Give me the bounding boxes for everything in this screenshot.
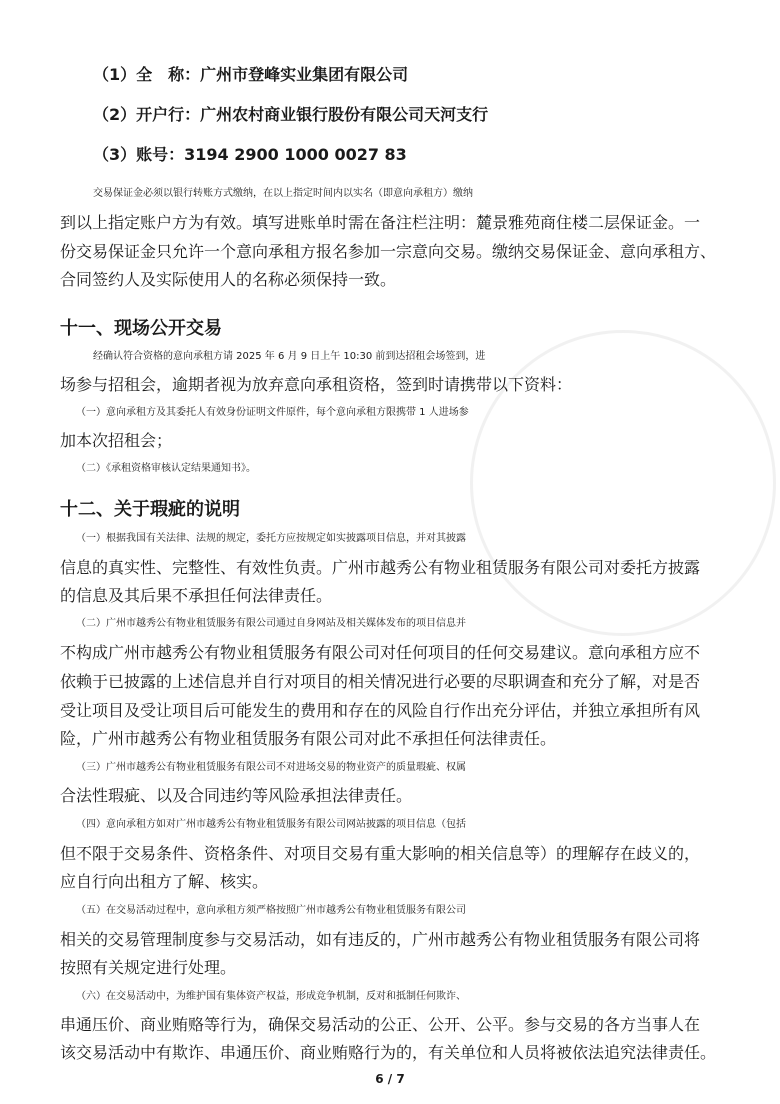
- section-11-line: （一）意向承租方及其委托人有效身份证明文件原件，每个意向承租方限携带 1 人进场参: [76, 407, 469, 418]
- section-12-line: 按照有关规定进行处理。: [60, 958, 237, 977]
- section-12-line: （三）广州市越秀公有物业租赁服务有限公司不对进场交易的物业资产的质量瑕疵、权属: [76, 762, 466, 773]
- section-12-line: （四）意向承租方如对广州市越秀公有物业租赁服务有限公司网站披露的项目信息（包括: [76, 819, 466, 830]
- page-number: 6 / 7: [375, 1072, 405, 1086]
- deposit-line: 合同签约人及实际使用人的名称必须保持一致。: [60, 270, 397, 289]
- section-12-line: （六）在交易活动中，为维护国有集体资产权益，形成竞争机制，反对和抵制任何欺诈、: [76, 991, 466, 1002]
- section-12-line: 串通压价、商业贿赂等行为，确保交易活动的公正、公开、公平。参与交易的各方当事人在: [60, 1015, 701, 1034]
- section-12-line: （一）根据我国有关法律、法规的规定，委托方应按规定如实披露项目信息，并对其披露: [76, 533, 466, 544]
- deposit-line: 份交易保证金只允许一个意向承租方报名参加一宗意向交易。缴纳交易保证金、意向承租方、: [60, 242, 717, 261]
- section-12-line: （五）在交易活动过程中，意向承租方须严格按照广州市越秀公有物业租赁服务有限公司: [76, 905, 466, 916]
- section-12-line: 依赖于已披露的上述信息并自行对项目的相关情况进行必要的尽职调查和充分了解，对是否: [60, 672, 701, 691]
- account-name-line: （1）全 称：广州市登峰实业集团有限公司: [93, 65, 409, 84]
- section-11-heading: 十一、现场公开交易: [60, 318, 222, 339]
- section-12-line: 不构成广州市越秀公有物业租赁服务有限公司对任何项目的任何交易建议。意向承租方应不: [60, 643, 701, 662]
- section-12-line: 信息的真实性、完整性、有效性负责。广州市越秀公有物业租赁服务有限公司对委托方披露: [60, 558, 701, 577]
- account-number-line: （3）账号：3194 2900 1000 0027 83: [93, 145, 407, 164]
- section-12-line: （二）广州市越秀公有物业租赁服务有限公司通过自身网站及相关媒体发布的项目信息并: [76, 618, 466, 629]
- deposit-line: 交易保证金必须以银行转账方式缴纳，在以上指定时间内以实名（即意向承租方）缴纳: [93, 188, 473, 199]
- section-12-line: 合法性瑕疵、以及合同违约等风险承担法律责任。: [60, 786, 413, 805]
- account-bank-line: （2）开户行：广州农村商业银行股份有限公司天河支行: [93, 105, 489, 124]
- section-12-heading: 十二、关于瑕疵的说明: [60, 499, 240, 520]
- section-12-line: 险，广州市越秀公有物业租赁服务有限公司对此不承担任何法律责任。: [60, 729, 557, 748]
- section-12-line: 该交易活动中有欺诈、串通压价、商业贿赂行为的，有关单位和人员将被依法追究法律责任。: [60, 1043, 717, 1062]
- deposit-line: 到以上指定账户方为有效。填写进账单时需在备注栏注明：麓景雅苑商住楼二层保证金。一: [60, 213, 701, 232]
- section-11-line: 经确认符合资格的意向承租方请 2025 年 6 月 9 日上午 10:30 前到达招租会场签到，进: [93, 351, 486, 362]
- section-12-line: 的信息及其后果不承担任何法律责任。: [60, 586, 333, 605]
- section-11-line: （二）《承租资格审核认定结果通知书》。: [76, 463, 256, 474]
- section-12-line: 受让项目及受让项目后可能发生的费用和存在的风险自行作出充分评估，并独立承担所有风: [60, 701, 701, 720]
- section-12-line: 但不限于交易条件、资格条件、对项目交易有重大影响的相关信息等）的理解存在歧义的，: [60, 844, 701, 863]
- section-11-line: 场参与招租会，逾期者视为放弃意向承租资格，签到时请携带以下资料：: [60, 375, 573, 394]
- section-12-line: 相关的交易管理制度参与交易活动，如有违反的，广州市越秀公有物业租赁服务有限公司将: [60, 930, 701, 949]
- section-11-line: 加本次招租会；: [60, 431, 173, 450]
- section-12-line: 应自行向出租方了解、核实。: [60, 872, 269, 891]
